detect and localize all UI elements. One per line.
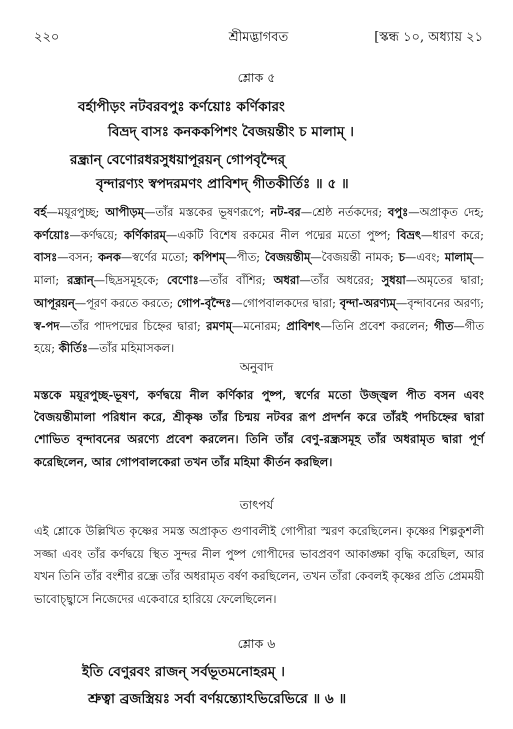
synonym-word: বাসঃ	[34, 250, 58, 265]
synonym-meaning: —স্বর্ণের মতো;	[120, 250, 194, 265]
synonym-meaning: —একটি বিশেষ রকমের নীল পদ্মের মতো পুষ্প;	[165, 227, 397, 242]
synonym-meaning: —বসন;	[57, 250, 99, 265]
page-number: ২২০	[34, 30, 60, 45]
word-for-word-synonyms	[34, 201, 484, 360]
synonym-meaning: —পূরণ করতে করতে;	[74, 295, 178, 310]
synonym-word: গীত	[434, 318, 454, 333]
synonym-word: রন্ধ্রান্	[67, 273, 94, 288]
synonym-word: কীর্তিঃ	[58, 341, 88, 356]
verse-6-heading: শ্লোক ৬	[237, 636, 276, 651]
synonym-word: কর্ণয়োঃ	[34, 227, 70, 242]
translation-heading: অনুবাদ	[239, 360, 274, 374]
synonym-word: বর্হ	[34, 205, 47, 219]
synonym-word: বৈজয়ন্তীম্	[265, 250, 311, 265]
synonym-meaning: —কর্ণদ্বয়ে;	[69, 227, 124, 242]
synonym-meaning: —শ্রেষ্ঠ নর্তকদের;	[300, 205, 389, 219]
synonym-word: রমণম্	[206, 318, 233, 333]
translation-text: মস্তকে ময়ূরপুচ্ছ-ভূষণ, কর্ণদ্বয়ে নীল কর্ণিকার পুষ্প, স্বর্ণের মতো উজ্জ্বল পীত বসন এবং বৈজয়ন্তীমালা পরিধান করে, শ্রীকৃষ্ণ তাঁর চিন্ময় নটবর রূপ প্রদর্শন করে তাঁরই পদচিহ্নের দ্বারা শোভিত বৃন্দাবনের অরণ্যে প্রবেশ করলেন। তিনি তাঁর বেণু-রন্ধ্রসমূহ তাঁর অধরামৃত দ্বারা পূর্ণ করেছিলেন, আর গোপবালকেরা তখন তাঁর মহিমা কীর্তন করছিল।	[34, 388, 484, 469]
synonym-word: স্ব-পদ	[34, 318, 60, 333]
synonym-word: কনক	[98, 250, 121, 265]
synonym-meaning: —গীত হয়ে;	[34, 318, 484, 356]
synonym-word: বিভ্রৎ	[396, 227, 421, 242]
book-title: শ্রীমদ্ভাগবত	[228, 30, 289, 45]
synonym-meaning: —তাঁর মহিমাসকল।	[87, 341, 175, 356]
verse-6-line: ইতি বেণুরবং রাজন্ সর্বভূতমনোহরম্ ।	[82, 664, 285, 680]
synonym-word: বপুঃ	[388, 205, 409, 219]
synonym-meaning: —বৃন্দাবনের অরণ্য;	[395, 295, 484, 310]
synonym-meaning: —তাঁর অধরের;	[299, 273, 382, 288]
synonym-meaning: —অমৃতের দ্বারা;	[405, 273, 484, 288]
synonym-meaning: —অপ্রাকৃত দেহ;	[408, 205, 485, 219]
synonym-word: প্রাবিশৎ	[286, 318, 321, 333]
synonym-meaning: —বৈজয়ন্তী নামক;	[310, 250, 399, 265]
synonym-word: বৃন্দা-অরণ্যম্	[339, 295, 396, 310]
synonym-meaning: —তাঁর পাদপদ্মের চিহ্নের দ্বারা;	[59, 318, 207, 333]
purport-text: এই শ্লোকে উল্লিখিত কৃষ্ণের সমস্ত অপ্রাকৃত গুণাবলীই গোপীরা স্মরণ করেছিলেন। কৃষ্ণের শিল্পকুশলী সজ্জা এবং তাঁর কর্ণদ্বয়ে স্থিত সুন্দর নীল পুষ্প গোপীদের ভাবপ্রবণ আকাঙ্ক্ষা বৃদ্ধি করেছিল, আর যখন তিনি তাঁর বংশীর রন্ধ্রে তাঁর অধরামৃত বর্ষণ করছিলেন, তখন তাঁরা কেবলই কৃষ্ণের প্রতি প্রেমময়ী ভাবোচ্ছ্বাসে নিজেদের একেবারে হারিয়ে ফেলেছিলেন।	[34, 524, 484, 606]
purport-heading: তাৎপর্য	[239, 498, 274, 512]
synonym-meaning: —ধারণ করে;	[420, 227, 484, 242]
chapter-reference: [স্কন্ধ ১০, অধ্যায় ২১	[374, 30, 483, 45]
synonym-meaning: —ছিদ্রসমূহকে;	[93, 273, 167, 288]
synonym-meaning: —তাঁর বাঁশির;	[198, 273, 274, 288]
verse-5-line: রন্ধ্রান্ বেণোরধরসুধয়াপূরয়ন্ গোপবৃন্দৈর্	[70, 152, 286, 168]
synonym-word: অধরা	[273, 273, 300, 288]
synonym-word: গোপ-বৃন্দৈঃ	[177, 295, 232, 310]
synonym-word: কপিশম্	[193, 250, 226, 265]
synonym-word: কর্ণিকারম্	[123, 227, 166, 242]
synonym-meaning: —পীত;	[225, 250, 265, 265]
synonym-meaning: —মনোরম;	[232, 318, 287, 333]
synonym-meaning: —তাঁর মস্তকের ভূষণরূপে;	[143, 205, 271, 219]
synonym-meaning: —গোপবালকদের দ্বারা;	[231, 295, 340, 310]
synonym-word: আপীড়ম্	[105, 205, 144, 219]
synonym-meaning: —মালা;	[34, 250, 485, 288]
synonym-word: বেণোঃ	[166, 273, 199, 288]
verse-5-line: বর্হাপীড়ং নটবরবপুঃ কর্ণয়োঃ কর্ণিকারং	[78, 99, 285, 115]
page-header	[34, 28, 483, 46]
synonym-meaning: —এবং;	[404, 250, 445, 265]
synonym-meaning: —ময়ূরপুচ্ছ;	[46, 205, 106, 219]
verse-6-line: শ্রুত্বা ব্রজস্ত্রিয়ঃ সর্বা বর্ণয়ন্ত্যোঽভিরেভিরে ॥ ৬ ॥	[88, 691, 347, 707]
synonym-word: নট-বর	[270, 205, 301, 219]
synonym-word: মালাম্	[444, 250, 473, 265]
verse-5-line: বিভ্রদ্ বাসঃ কনককপিশং বৈজয়ন্তীং চ মালাম্ ।	[108, 124, 355, 140]
verse-5-line: বৃন্দারণ্যং স্বপদরমণং প্রাবিশদ্ গীতকীর্তিঃ ॥ ৫ ॥	[96, 176, 349, 192]
synonym-meaning: —তিনি প্রবেশ করলেন;	[320, 318, 435, 333]
verse-5-heading: শ্লোক ৫	[237, 70, 276, 85]
synonym-word: চ	[398, 250, 405, 265]
synonym-word: সুধয়া	[381, 273, 406, 288]
synonym-word: আপূরয়ন্	[34, 295, 75, 310]
